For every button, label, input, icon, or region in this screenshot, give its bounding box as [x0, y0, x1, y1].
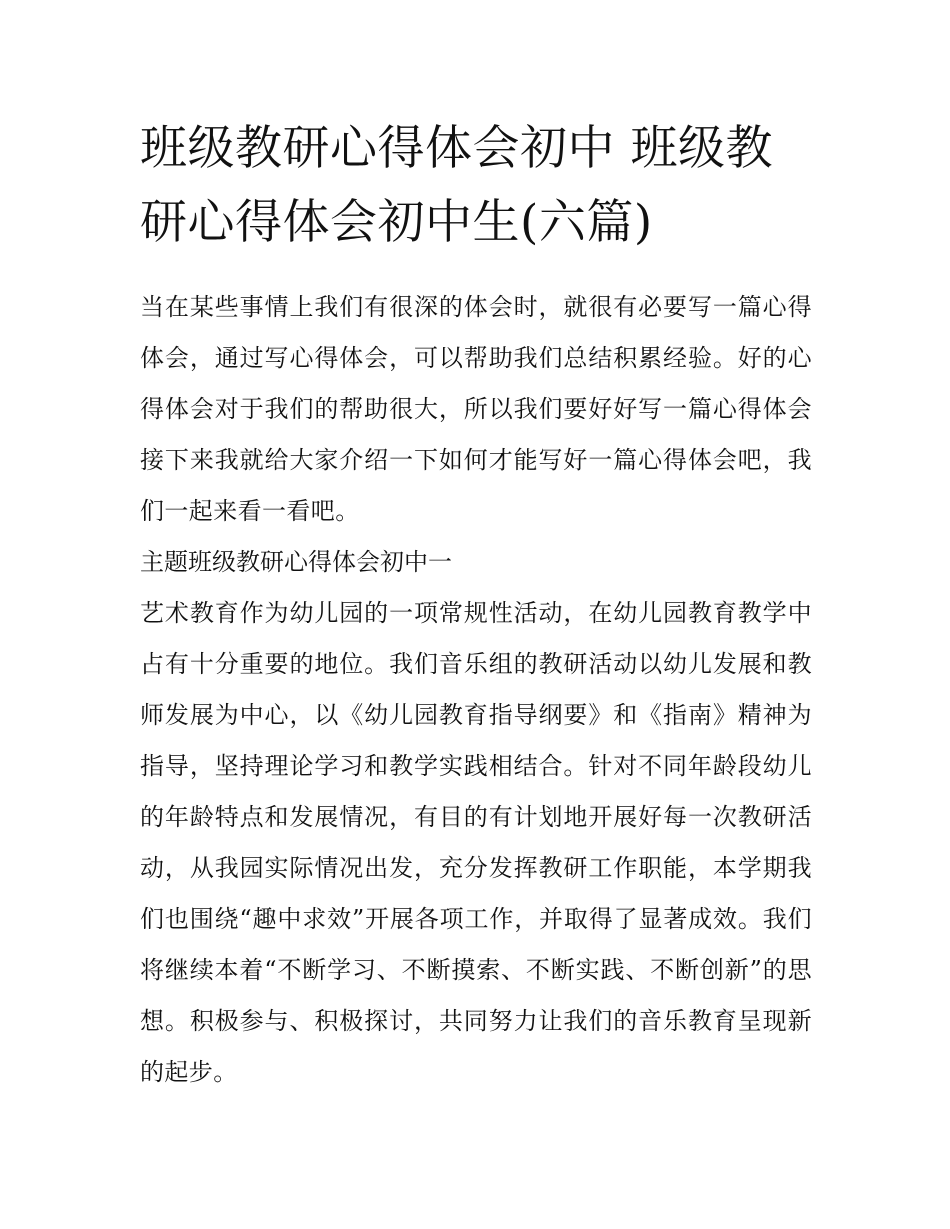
intro-paragraph: 当在某些事情上我们有很深的体会时，就很有必要写一篇心得体会，通过写心得体会，可以帮助我们总结积累经验。好的心得体会对于我们的帮助很大，所以我们要好好写一篇心得体会接下来我就给大家介绍一下如何才能写好一篇心得体会吧，我们一起来看一看吧。 [140, 293, 812, 525]
document-title: 班级教研心得体会初中 班级教研心得体会初中生(六篇) [140, 121, 773, 250]
document-page [140, 112, 812, 1098]
section-paragraph: 艺术教育作为幼儿园的一项常规性活动，在幼儿园教育教学中占有十分重要的地位。我们音乐组的教研活动以幼儿发展和教师发展为中心，以《幼儿园教育指导纲要》和《指南》精神为指导，坚持理论学习和教学实践相结合。针对不同年龄段幼儿的年龄特点和发展情况，有目的有计划地开展好每一次教研活动，从我园实际情况出发，充分发挥教研工作职能，本学期我们也围绕“趣中求效”开展各项工作，并取得了显著成效。我们将继续本着“不断学习、不断摸索、不断实践、不断创新”的思想。积极参与、积极探讨，共同努力让我们的音乐教育呈现新的起步。 [140, 599, 812, 1086]
section-heading: 主题班级教研心得体会初中一 [140, 548, 452, 576]
